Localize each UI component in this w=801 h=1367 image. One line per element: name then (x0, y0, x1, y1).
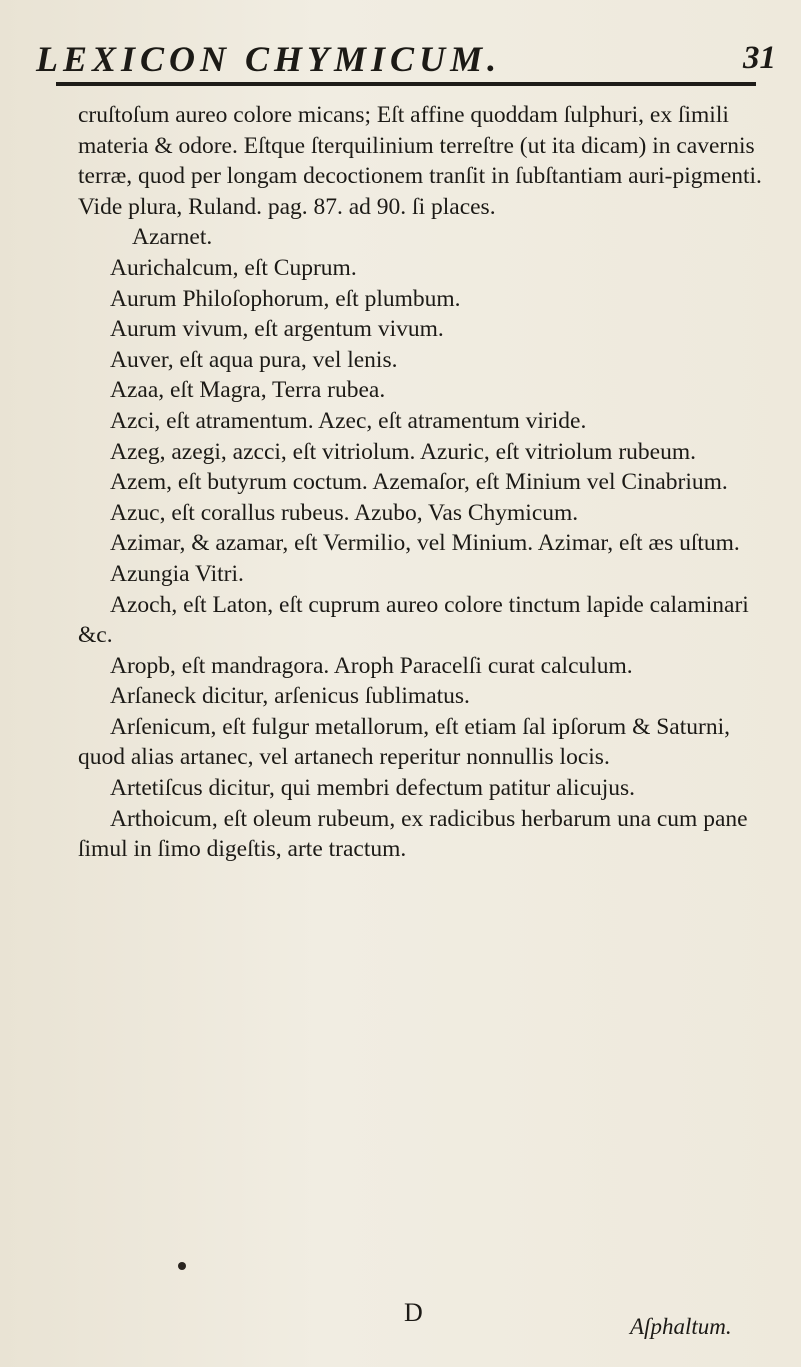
header-rule (56, 82, 756, 86)
entry: Azimar, & azamar, eſt Vermilio, vel Minium. Azimar, eſt æs uſtum. (110, 530, 740, 557)
lexicon-entries (78, 100, 768, 865)
entry: Azeg, azegi, azcci, eſt vitriolum. Azuric, eſt vitriolum rubeum. (110, 438, 696, 465)
catchword: Aſphaltum. (630, 1314, 732, 1339)
entry: Azem, eſt butyrum coctum. Azemaſor, eſt Minium vel Cinabrium. (110, 469, 728, 496)
entry: Arthoicum, eſt oleum rubeum, ex radicibus herbarum una cum pane ſimul in ſimo digeſtis, arte tractum. (78, 805, 748, 863)
entry: Azaa, eſt Magra, Terra rubea. (110, 377, 386, 404)
entry: Azci, eſt atramentum. Azec, eſt atramentum viride. (110, 407, 587, 434)
page-number: 31 (743, 40, 776, 76)
entry: Aurum Philoſophorum, eſt plumbum. (110, 285, 461, 312)
signature-mark: D (404, 1298, 423, 1327)
header-title: LEXICON CHYMICUM. (36, 39, 502, 79)
entry: Aurichalcum, eſt Cuprum. (110, 254, 357, 281)
entry: Azungia Vitri. (110, 560, 244, 587)
entry: Artetiſcus dicitur, qui membri defectum patitur alicujus. (110, 775, 636, 802)
entry: Aropb, eſt mandragora. Aroph Paracelſi curat calculum. (110, 652, 633, 679)
entry: Azuc, eſt corallus rubeus. Azubo, Vas Chymicum. (110, 499, 579, 526)
entry-continuation: cruſtoſum aureo colore micans; Eſt affine quoddam ſulphuri, ex ſimili materia & odore. Eſtque ſterquilinium terreſtre (ut ita dicam) in cavernis terræ, quod per longam decoctionem tranſit in ſubſtantiam auri-pigmenti. Vide plura, Ruland. pag. 87. ad 90. ſi places. (78, 102, 762, 220)
entry: Arſaneck dicitur, arſenicus ſublimatus. (110, 683, 470, 710)
entry: Aurum vivum, eſt argentum vivum. (110, 316, 444, 343)
entry: Azoch, eſt Laton, eſt cuprum aureo colore tinctum lapide calaminari &c. (78, 591, 749, 649)
ink-spot (178, 1262, 186, 1270)
entry: Arſenicum, eſt fulgur metallorum, eſt etiam ſal ipſorum & Saturni, quod alias artanec, vel artanech reperitur nonnullis locis. (78, 713, 730, 771)
entry: Auver, eſt aqua pura, vel lenis. (110, 346, 398, 373)
running-header (36, 10, 776, 84)
entry: Azarnet. (132, 224, 213, 251)
